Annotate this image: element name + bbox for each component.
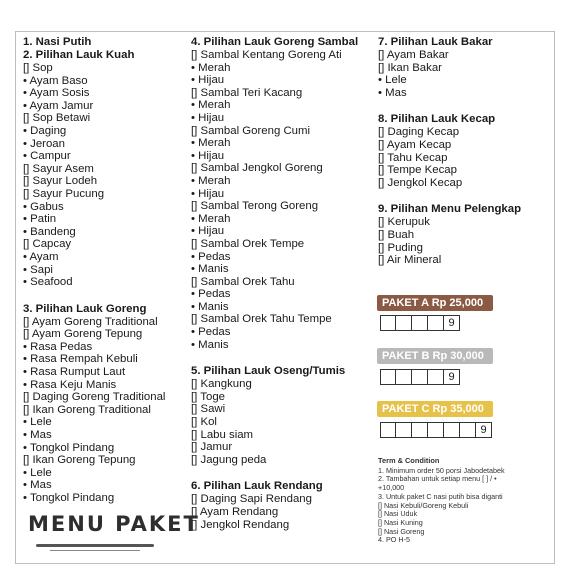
order-box-count[interactable]: 9 (444, 315, 460, 331)
order-box[interactable] (380, 369, 396, 385)
logo-underline (36, 544, 154, 547)
paket-a-order-boxes[interactable] (380, 315, 460, 331)
list-item: • Merah (191, 174, 231, 187)
order-box[interactable] (396, 369, 412, 385)
list-item: [] Sambal Teri Kacang (191, 86, 303, 99)
order-box[interactable] (428, 422, 444, 438)
column-1 (23, 36, 165, 505)
terms-title: Term & Condition (378, 456, 440, 465)
list-item: • Merah (191, 137, 231, 150)
section-8-list (378, 126, 521, 189)
list-item: • Mas (378, 86, 407, 99)
paket-b-label: PAKET B Rp 30,000 (377, 348, 493, 364)
order-box-count[interactable]: 9 (476, 422, 492, 438)
list-item: • Tongkol Pindang (23, 441, 115, 454)
list-item: [] Ikan Bakar (378, 61, 442, 74)
list-item: • Rasa Rempah Kebuli (23, 353, 138, 366)
order-box[interactable] (412, 422, 428, 438)
list-item: [] Sambal Orek Tempe (191, 237, 305, 250)
list-item: • Manis (191, 263, 229, 276)
list-item: • Hijau (191, 74, 225, 87)
list-item: [] Sayur Asem (23, 162, 94, 175)
list-item: [] Sop (23, 62, 53, 74)
list-item: [] Kol (191, 416, 217, 429)
section-7-title: 7. Pilihan Lauk Bakar (378, 36, 493, 48)
list-item: [] Sambal Terong Goreng (191, 200, 319, 213)
list-item: [] Ikan Goreng Traditional (23, 403, 151, 416)
logo-underline-thin (50, 550, 140, 551)
terms-line: 4. PO H-5 (378, 535, 410, 545)
section-5-list (191, 378, 358, 466)
section-9-list (378, 216, 521, 266)
list-item: [] Ayam Goreng Tepung (23, 328, 143, 341)
list-item: • Hijau (191, 225, 225, 238)
order-box[interactable] (412, 315, 428, 331)
list-item: [] Labu siam (191, 428, 254, 441)
list-item: • Mas (23, 479, 52, 492)
list-item: • Merah (191, 61, 231, 74)
list-item: • Merah (191, 99, 231, 112)
list-item: [] Ayam Rendang (191, 506, 279, 518)
list-item: [] Daging Kecap (378, 126, 460, 139)
order-box-count[interactable]: 9 (444, 369, 460, 385)
order-box[interactable] (412, 369, 428, 385)
terms-and-conditions (378, 457, 505, 545)
list-item: [] Buah (378, 228, 415, 241)
section-2-title: 2. Pilihan Lauk Kuah (23, 49, 135, 61)
list-item: • Pedas (191, 250, 231, 263)
paket-c-label: PAKET C Rp 35,000 (377, 401, 493, 417)
list-item: [] Sambal Jengkol Goreng (191, 162, 323, 175)
paket-a-label: PAKET A Rp 25,000 (377, 295, 493, 311)
list-item: • Hijau (191, 187, 225, 200)
list-item: • Sapi (23, 263, 53, 276)
list-item: [] Sambal Kentang Goreng Ati (191, 49, 342, 61)
list-item: • Rasa Pedas (23, 340, 93, 353)
order-box[interactable] (380, 422, 396, 438)
list-item: [] Sambal Goreng Cumi (191, 124, 311, 137)
list-item: [] Sayur Lodeh (23, 175, 98, 188)
list-item: [] Kerupuk (378, 216, 430, 229)
list-item: [] Sayur Pucung (23, 187, 105, 200)
section-2-list (23, 62, 165, 289)
list-item: [] Jagung peda (191, 453, 267, 466)
list-item: • Pedas (191, 326, 231, 339)
list-item: • Ayam Baso (23, 74, 88, 87)
list-item: • Patin (23, 213, 57, 226)
list-item: [] Ikan Goreng Tepung (23, 454, 136, 467)
list-item: [] Jengkol Kecap (378, 176, 463, 189)
list-item: • Campur (23, 150, 71, 163)
order-box[interactable] (396, 422, 412, 438)
list-item: • Gabus (23, 200, 64, 213)
list-item: [] Ayam Goreng Traditional (23, 315, 158, 328)
list-item: [] Tempe Kecap (378, 164, 457, 177)
order-box[interactable] (460, 422, 476, 438)
list-item: [] Sambal Orek Tahu (191, 275, 295, 288)
terms-line: [] Nasi Uduk (378, 509, 418, 519)
list-item: • Daging (23, 124, 67, 137)
terms-line: 2. Tambahan untuk setiap menu [ ] / • (378, 474, 497, 484)
column-2 (191, 36, 358, 531)
list-item: [] Ayam Kecap (378, 138, 452, 151)
list-item: • Bandeng (23, 225, 76, 238)
section-8-title: 8. Pilihan Lauk Kecap (378, 113, 496, 126)
list-item: • Ayam (23, 250, 59, 263)
terms-line: 1. Minimum order 50 porsi Jabodetabek (378, 465, 505, 475)
list-item: [] Daging Sapi Rendang (191, 493, 312, 506)
order-box[interactable] (396, 315, 412, 331)
list-item: • Hijau (191, 111, 225, 124)
list-item: • Lele (378, 74, 407, 87)
list-item: [] Ayam Bakar (378, 49, 449, 61)
terms-line: [] Nasi Kuning (378, 517, 423, 527)
column-3 (378, 36, 521, 267)
terms-line: +10,000 (378, 483, 405, 493)
list-item: • Manis (191, 338, 229, 351)
list-item: • Ayam Sosis (23, 87, 90, 100)
list-item: • Rasa Rumput Laut (23, 366, 126, 379)
list-item: [] Puding (378, 241, 423, 254)
section-6-title: 6. Pilihan Lauk Rendang (191, 480, 323, 493)
list-item: [] Sawi (191, 403, 226, 416)
section-3-list (23, 316, 165, 505)
list-item: [] Sop Betawi (23, 112, 91, 125)
terms-line: [] Nasi Kebuli/Goreng Kebuli (378, 500, 469, 510)
section-3-title: 3. Pilihan Lauk Goreng (23, 302, 147, 315)
list-item: • Ayam Jamur (23, 99, 94, 112)
list-item: • Pedas (191, 288, 231, 301)
order-box[interactable] (428, 315, 444, 331)
terms-line: 3. Untuk paket C nasi putih bisa diganti (378, 491, 503, 501)
list-item: [] Sambal Orek Tahu Tempe (191, 313, 332, 326)
list-item: [] Air Mineral (378, 254, 442, 267)
order-box[interactable] (380, 315, 396, 331)
list-item: [] Tahu Kecap (378, 151, 448, 164)
section-6-list (191, 493, 358, 531)
list-item: [] Capcay (23, 238, 72, 251)
list-item: [] Daging Goreng Traditional (23, 391, 166, 404)
list-item: • Hijau (191, 149, 225, 162)
list-item: • Jeroan (23, 137, 65, 150)
list-item: • Merah (191, 212, 231, 225)
section-9-title: 9. Pilihan Menu Pelengkap (378, 203, 522, 216)
terms-line: [] Nasi Goreng (378, 526, 425, 536)
list-item: [] Toge (191, 390, 225, 403)
list-item: • Lele (23, 416, 52, 429)
section-5-title: 5. Pilihan Lauk Oseng/Tumis (191, 365, 346, 378)
list-item: [] Jengkol Rendang (191, 518, 290, 531)
paket-c-order-boxes[interactable] (380, 422, 492, 438)
list-item: • Seafood (23, 276, 73, 289)
list-item: • Manis (191, 300, 229, 313)
section-7-list (378, 49, 521, 99)
section-1-title: 1. Nasi Putih (23, 36, 92, 48)
list-item: • Rasa Keju Manis (23, 378, 117, 391)
section-4-list (191, 49, 358, 351)
paket-b-order-boxes[interactable] (380, 369, 460, 385)
list-item: [] Jamur (191, 441, 233, 454)
list-item: • Mas (23, 429, 52, 442)
order-box[interactable] (444, 422, 460, 438)
list-item: • Lele (23, 466, 52, 479)
list-item: • Tongkol Pindang (23, 492, 115, 504)
order-box[interactable] (428, 369, 444, 385)
menu-paket-logo: MENU PAKET (28, 512, 200, 536)
section-4-title: 4. Pilihan Lauk Goreng Sambal (191, 36, 359, 48)
list-item: [] Kangkung (191, 378, 252, 391)
